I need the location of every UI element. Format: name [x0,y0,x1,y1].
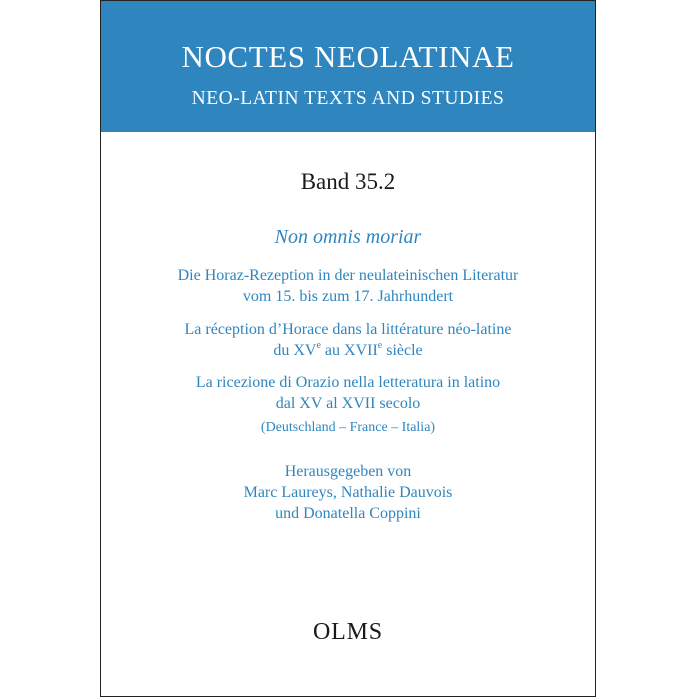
superscript-e: e [377,339,383,351]
subtitle-french [101,319,595,361]
editors-block [101,461,595,524]
subtitle-german-line1: Die Horaz-Rezeption in der neulateinischen Literatur [177,267,519,284]
subtitle-italian-line1: La ricezione di Orazio nella letteratura in latino [195,374,501,391]
series-banner [101,1,595,132]
subtitle-german [101,265,595,307]
book-cover [100,0,596,697]
subtitle-italian-line2: dal XV al XVII secolo [275,395,421,412]
editors-names-1: Marc Laureys, Nathalie Dauvois [243,484,453,501]
subtitle-german-line2: vom 15. bis zum 17. Jahrhundert [242,288,454,305]
volume-number: Band 35.2 [300,169,396,194]
subtitle-italian [101,372,595,414]
publisher-logo: OLMS [313,619,383,645]
french-century-end: au XVII [320,342,378,359]
book-title: Non omnis moriar [274,226,422,248]
subtitle-french-line2 [101,340,595,361]
countries-list: (Deutschland – France – Italia) [260,420,436,435]
editors-intro: Herausgegeben von [284,463,412,480]
series-title: NOCTES NEOLATINAE [181,39,515,74]
subtitle-french-line1: La réception d’Horace dans la littérature néo-latine [184,321,512,338]
french-century-start: du XV [273,342,317,359]
superscript-e: e [316,339,321,351]
editors-names-2: und Donatella Coppini [275,505,421,522]
series-subtitle: NEO-LATIN TEXTS AND STUDIES [191,88,505,109]
french-siecle: siècle [382,342,423,359]
